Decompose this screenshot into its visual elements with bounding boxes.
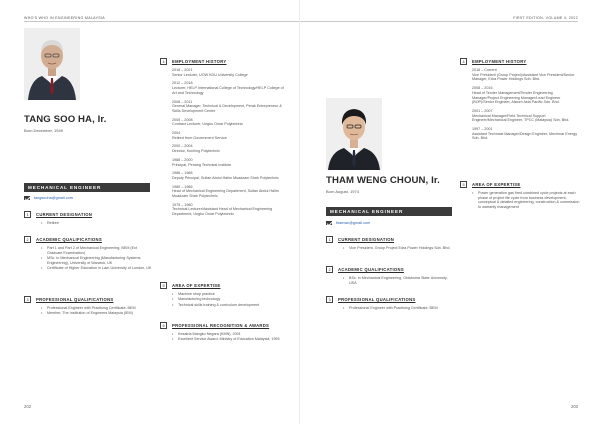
- section-number: 2: [24, 236, 31, 243]
- employment-years: 1988 – 2000: [172, 157, 193, 162]
- employment-role: Contract Lecturer, Ungku Omar Polytechnic: [172, 122, 244, 127]
- section-current-designation: [24, 211, 152, 226]
- list-item: • Manufacturing technology: [172, 297, 288, 302]
- employment-entry: [172, 158, 288, 167]
- employment-entry: [172, 171, 288, 180]
- section-number: 5: [160, 282, 167, 289]
- employment-role: Senior Lecturer, UOW KDU University College: [172, 72, 248, 77]
- section-number: 3: [326, 296, 333, 303]
- employment-years: 2008 – 2016: [472, 86, 493, 91]
- running-head-right: FIRST EDITION, VOLUME 4, 2022: [513, 16, 578, 20]
- page-number-right: 203: [571, 404, 578, 409]
- employment-years: 2000 – 2004: [172, 144, 193, 149]
- section-academic: [24, 236, 152, 271]
- employment-entry: [172, 81, 288, 95]
- portrait-photo: [326, 98, 382, 170]
- section-number: 3: [24, 296, 31, 303]
- list-item: • Certificate of Higher Education in Law, University of London, UK: [41, 266, 152, 271]
- section-number: 1: [326, 236, 333, 243]
- employment-role: Vice President (Group Project)/Assistant Vice President/Senior Manager, Edra Power Holdings Sdn. Bhd.: [472, 72, 575, 82]
- employment-entry: [172, 185, 288, 199]
- employment-entry: [472, 68, 580, 82]
- portrait-photo: [24, 28, 80, 100]
- employment-years: 1997 – 2001: [472, 127, 493, 132]
- employment-role: Assistant Technical Manager/Design Engineer, Mechmar Energy Sdn. Bhd.: [472, 131, 578, 141]
- profile-photo-tham: [326, 98, 382, 170]
- section-number: 4: [160, 58, 167, 65]
- right-page: [300, 0, 600, 424]
- email-row: [24, 196, 73, 200]
- section-academic: [326, 266, 454, 286]
- section-title: PROFESSIONAL QUALIFICATIONS: [338, 297, 416, 302]
- employment-years: 1986 – 1988: [172, 171, 193, 176]
- section-title: ACADEMIC QUALIFICATIONS: [36, 237, 102, 242]
- employment-entry: [472, 127, 580, 141]
- employment-years: 2012 – 2018: [172, 81, 193, 86]
- list-item: • Vice President, Group Project Edra Power Holdings Sdn. Bhd.: [343, 246, 454, 251]
- employment-role: General Manager, Technical & Development, Perak Entrepreneur & Skills Development Centre: [172, 104, 282, 113]
- employment-role: Technical Lecturer/Assistant Head of Mechanical Engineering Department, Ungku Omar Polytechnic: [172, 207, 273, 217]
- list-item: • Machine shop practice: [172, 292, 288, 297]
- header-rule-right: [300, 21, 578, 22]
- list-item: • Part 1 and Part 2 of Mechanical Engineering, BEM (Ext Graduate Examination): [41, 246, 152, 255]
- section-expertise: [160, 282, 288, 308]
- section-title: EMPLOYMENT HISTORY: [472, 59, 527, 64]
- section-professional: [24, 296, 152, 317]
- employment-role: Principal, Penang Technical Institute: [172, 162, 232, 167]
- employment-role: Mechanical Manager/Field Technical Support Engineer/Mechanical Engineer, TPCC (Malaysia) Sdn. Bhd.: [472, 113, 570, 123]
- section-title: AREA OF EXPERTISE: [472, 182, 521, 187]
- email-link[interactable]: tangsooha@gmail.com: [34, 196, 73, 201]
- employment-entry: [172, 100, 288, 114]
- employment-entry: [172, 118, 288, 127]
- employment-entry: [472, 109, 580, 123]
- section-number: 1: [24, 211, 31, 218]
- employment-years: 2005 – 2008: [172, 117, 193, 122]
- section-employment: [160, 58, 288, 221]
- profile-name: TANG SOO HA, Ir.: [24, 114, 107, 125]
- profile-birth: Born August, 1974: [326, 189, 359, 194]
- mail-icon: [326, 221, 332, 225]
- section-title: CURRENT DESIGNATION: [338, 237, 395, 242]
- mail-icon: [24, 196, 30, 200]
- role-bar: MECHANICAL ENGINEER: [24, 183, 150, 192]
- role-bar: MECHANICAL ENGINEER: [326, 207, 452, 216]
- list-item: • Professional Engineer with Practising Certificate, BEM: [343, 306, 454, 311]
- employment-list: [460, 68, 580, 141]
- list-item: • Technical skills training & curriculum development: [172, 303, 288, 308]
- section-current-designation: [326, 236, 454, 251]
- section-title: ACADEMIC QUALIFICATIONS: [338, 267, 404, 272]
- employment-entry: [172, 203, 288, 217]
- list-item: • Kesatria Mangku Negara (KMN), 2001: [172, 332, 288, 337]
- list-item: • Professional Engineer with Practising Certificate, BEM: [41, 306, 152, 311]
- employment-role: Head of Tender Management/Tender Engineering Manager/Project Engineering Manager/Lead Engineer (BOP)/Senior Engineer, Alstom Asia Pacific Sdn. Bhd.: [472, 90, 561, 105]
- list-item: • Member, The Institution of Engineers Malaysia (IEM): [41, 311, 152, 316]
- employment-entry: [172, 68, 288, 77]
- email-row: [326, 221, 370, 225]
- list-item: • Power generation gas fired combined cycle projects at each phase of project life cycle from business development, conceptual & detailed engineering, construction & commission to warranty management: [472, 191, 580, 210]
- section-title: CURRENT DESIGNATION: [36, 212, 93, 217]
- page-number-left: 202: [24, 404, 31, 409]
- profile-name: THAM WENG CHOUN, Ir.: [326, 175, 440, 186]
- employment-years: 1980 – 1986: [172, 184, 193, 189]
- header-rule-left: [24, 21, 300, 22]
- list-item: • BSc. in Mechanical Engineering, Oklahoma State University, USA: [343, 276, 454, 285]
- employment-role: Head of Mechanical Engineering Department, Sultan Abdul Halim Muadzam Shah Polytechnic: [172, 189, 279, 199]
- employment-role: Director, Kuching Polytechnic: [172, 149, 220, 154]
- profile-photo-tang: [24, 28, 80, 100]
- section-awards: [160, 322, 288, 343]
- employment-entry: [172, 144, 288, 153]
- section-title: EMPLOYMENT HISTORY: [172, 59, 227, 64]
- employment-role: Retired from Government Service: [172, 135, 227, 140]
- employment-entry: [472, 86, 580, 105]
- employment-years: 2008 – 2011: [172, 99, 193, 104]
- section-title: AREA OF EXPERTISE: [172, 283, 221, 288]
- email-link[interactable]: thamwc@gmail.com: [336, 221, 371, 226]
- section-number: 5: [460, 181, 467, 188]
- employment-years: 1975 – 1980: [172, 202, 193, 207]
- list-item: • Excellent Service Award, Ministry of Education Malaysia, 1993: [172, 337, 288, 342]
- employment-years: 2018 – 2021: [172, 68, 193, 72]
- section-professional: [326, 296, 454, 311]
- list-item: • MSc. in Mechanical Engineering (Manufacturing Systems Engineering), University of Warwick, UK: [41, 256, 152, 265]
- employment-list: [160, 68, 288, 217]
- employment-years: 2016 – Current: [472, 68, 497, 72]
- employment-role: Lecturer, HELP International College of Technology/HELP College of Art and Technology: [172, 86, 284, 95]
- employment-entry: [172, 131, 288, 140]
- section-title: PROFESSIONAL QUALIFICATIONS: [36, 297, 114, 302]
- employment-role: Deputy Principal, Sultan Abdul Halim Muadzam Shah Polytechnic: [172, 175, 279, 180]
- employment-years: 2001 – 2007: [472, 108, 493, 113]
- employment-years: 2004: [172, 131, 181, 136]
- list-item: • Retiree: [41, 221, 152, 226]
- section-employment: [460, 58, 580, 145]
- section-number: 6: [160, 322, 167, 329]
- profile-birth: Born December, 1949: [24, 128, 63, 133]
- section-expertise: [460, 181, 580, 210]
- running-head-left: WHO'S WHO IN ENGINEERING MALAYSIA: [24, 16, 106, 20]
- section-number: 2: [326, 266, 333, 273]
- section-title: PROFESSIONAL RECOGNITION & AWARDS: [172, 323, 270, 328]
- section-number: 4: [460, 58, 467, 65]
